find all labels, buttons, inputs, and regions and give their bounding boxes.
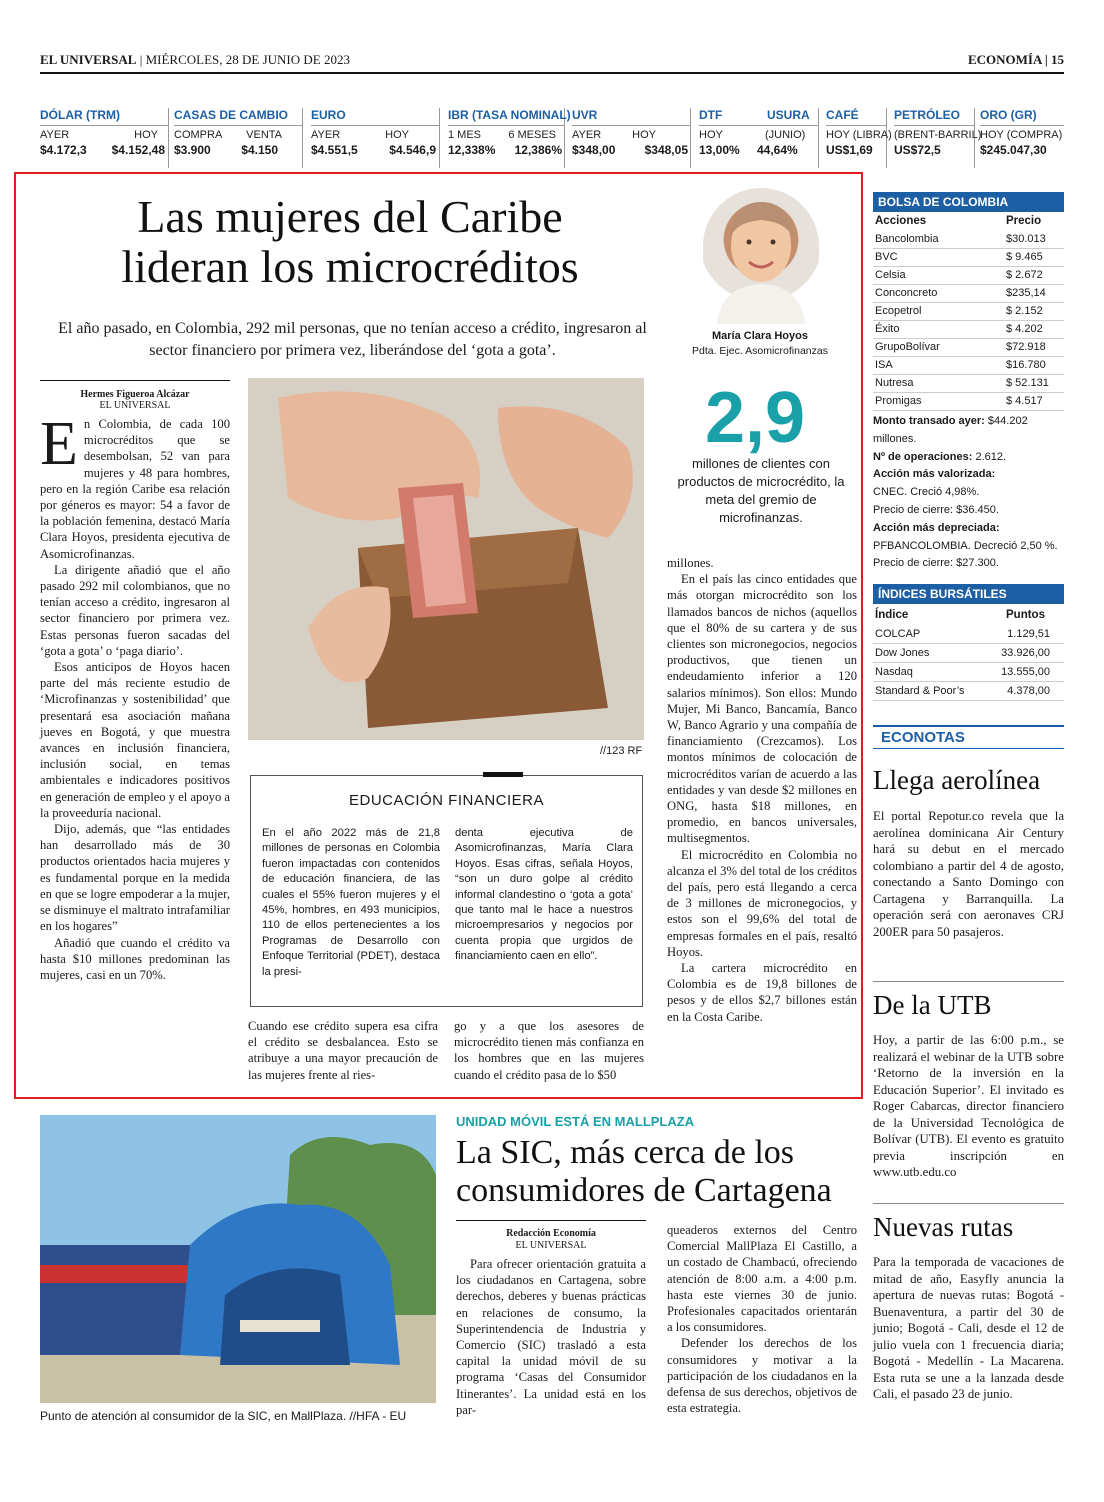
stock-row	[873, 303, 1064, 321]
note-body: Hoy, a partir de las 6:00 p.m., se realizará el webinar de la UTB sobre ‘Retorno de la inversión en la Educación Superior’. El invitado es Roger Cabarcas, director financiero de la Universidad Tecnológica de Bolívar (UTB). El evento es gratuito previa inscripción en www.utb.edu.co	[873, 1033, 1064, 1179]
byline-rule	[40, 380, 230, 381]
byline-organization: EL UNIVERSAL	[515, 1240, 587, 1251]
ticker-petroleo	[894, 108, 982, 168]
ticker-value: $245.047,30	[980, 143, 1047, 157]
summary-label: Nº de operaciones:	[873, 450, 973, 463]
summary-value: CNEC. Creció 4,98%.	[873, 486, 980, 499]
stock-row	[873, 249, 1064, 267]
index-name: COLCAP	[875, 628, 921, 640]
article-column-1	[40, 410, 230, 983]
market-summary	[873, 413, 1064, 573]
paragraph-text: n Colombia, de cada 100 microcréditos que se desembolsan, 52 van para mujeres y 48 para hombres, pero en la región Caribe esa relación por géneros es mayor: 54 a favor de la población femenina, destacó María Clara Hoyos, presidenta ejecutiva de Asomicrofinanzas.	[40, 417, 230, 561]
index-name: Dow Jones	[875, 647, 930, 659]
photo-credit: //123 RF	[600, 745, 643, 757]
paragraph	[40, 410, 230, 562]
ticker-value: 44,64%	[757, 143, 798, 157]
paragraph: queaderos externos del Centro Comercial MallPlaza El Castillo, a un costado de Chambacú, ofreciendo atención de 8:00 a.m. a 4:00 p.m. hasta este viernes 30 de junio. Profesionales capacitados orientarán a los consumidores.	[667, 1223, 857, 1335]
index-row	[873, 645, 1064, 663]
paragraph: El microcrédito en Colombia no alcanza el 3% del total de los créditos del país, pero está llegando a cerca de 3 millones de micronegocios, y estos son el 99,6% del total de empresas formales en el país, resaltó Hoyos.	[667, 847, 857, 959]
stock-row	[873, 267, 1064, 285]
index-row	[873, 664, 1064, 682]
ticker-value: 12,338%	[448, 143, 496, 157]
story-column-1	[456, 1256, 646, 1418]
ticker-sub: HOY	[134, 129, 158, 141]
stock-price: $16.780	[1006, 359, 1046, 371]
stock-row	[873, 393, 1064, 411]
ticker-value: $3.900	[174, 143, 211, 157]
stock-row	[873, 357, 1064, 375]
section-name: ECONOMÍA	[967, 52, 1042, 67]
ticker-sub: AYER	[311, 129, 341, 141]
paper-name: EL UNIVERSAL	[40, 52, 137, 67]
article-column-2	[248, 1018, 438, 1083]
article-headline	[40, 192, 660, 292]
article-column-3	[454, 1018, 644, 1083]
stock-price: $ 9.465	[1006, 251, 1043, 263]
note-headline: De la UTB	[873, 990, 992, 1020]
note-divider	[873, 981, 1064, 982]
wallet-photo	[248, 378, 644, 740]
paragraph: go y a que los asesores de microcrédito tienen más confianza en los hombres que en las mujeres cuando el crédito pasa de lo $50	[454, 1019, 644, 1082]
story-kicker: UNIDAD MÓVIL ESTÁ EN MALLPLAZA	[456, 1114, 695, 1129]
ticker-value: $348,00	[572, 143, 616, 157]
byline-author: Redacción Economía	[506, 1228, 596, 1239]
stock-name: ISA	[875, 359, 893, 371]
stock-row	[873, 375, 1064, 393]
wallet-illustration	[248, 378, 644, 740]
ticker-title: DTF	[699, 108, 755, 126]
stock-price: $235,14	[1006, 287, 1046, 299]
portrait-name: María Clara Hoyos	[712, 330, 808, 342]
ticker-cafe	[826, 108, 892, 168]
section-label: ECONOMÍA | 15	[967, 52, 1064, 67]
ticker-title: UVR	[572, 108, 690, 126]
byline-rule	[456, 1220, 646, 1221]
ticker-casas-cambio	[174, 108, 303, 168]
stock-name: BVC	[875, 251, 898, 263]
sic-unit-illustration	[40, 1115, 436, 1403]
header-rule	[40, 72, 1064, 74]
note-headline: Llega aerolínea	[873, 765, 1041, 795]
paragraph: Esos anticipos de Hoyos hacen parte del más reciente estudio de ‘Microfinanzas y sostenibilidad’ que presentará esa asociación mañana jueves en Bogotá, y que muestra avances en inclusión financiera, inclusión social, en temas ambientales e indicadores positivos en generación de empleo y el apoyo a la proveeduría nacional.	[40, 660, 230, 820]
ticker-title: PETRÓLEO	[894, 108, 974, 126]
byline-author: Hermes Figueroa Alcázar	[80, 389, 190, 400]
ticker-value: $4.152,48	[111, 143, 165, 157]
portrait-role: Pdta. Ejec. Asomicrofinanzas	[692, 345, 828, 357]
ticker-value: $4.172,3	[40, 143, 87, 157]
ticker-sub: VENTA	[246, 129, 282, 141]
ticker-sub: COMPRA	[174, 129, 223, 141]
ticker-value: $4.546,9	[389, 143, 436, 157]
indices-col-header: Puntos	[1006, 609, 1045, 621]
paragraph: Dijo, además, que “las entidades han desarrollado más de 30 productos orientados hacia mujeres y es fundamental porque en la medida en que se logre empoderar a la mujer, se disminuye el maltrato intrafamiliar en los hogares”	[40, 822, 230, 934]
story-headline: La SIC, más cerca de los consumidores de Cartagena	[456, 1134, 832, 1209]
ticker-value: 12,386%	[514, 143, 562, 157]
summary-label: Acción más valorizada:	[873, 468, 996, 481]
paragraph: Defender los derechos de los consumidores y motivar a la participación de los ciudadanos en la defensa de sus derechos, objetivos de esta estrategia.	[667, 1336, 857, 1416]
box-column-2: denta ejecutiva de Asomicrofinanzas, María Clara Hoyos. Esas cifras, señala Hoyos, “son un duro golpe al crédito informal clandestino o ‘gota a gota’ que tanto mal le hace a nuestros microempresarios y negocios por cuenta propia que urgidos de financiamiento caen en ello”.	[455, 827, 633, 963]
summary-value: 2.612.	[975, 450, 1007, 463]
paragraph: Añadió que cuando el crédito va hasta $10 millones predominan las mujeres, casi en un 70%.	[40, 935, 230, 982]
ticker-value: 13,00%	[699, 143, 740, 157]
stocks-col-header: Precio	[1006, 215, 1042, 227]
stat-description: millones de clientes con productos de microcrédito, la meta del gremio de microfinanzas.	[677, 456, 845, 525]
summary-value: Precio de cierre: $36.450.	[873, 503, 999, 516]
paragraph: En el país las cinco entidades que más otorgan microcrédito son los llamados bancos de nichos (aquellos que el 80% de su cartera y de sus clientes son micronegocios, negocios productivos, que tienen un endeudamiento inferior a 120 salarios mínimos). Son ellos: Mundo Mujer, Mi Banco, Bancamía, Banco W, Banco Agrario y una compañía de financiamiento (Crezcamos). Los montos mínimos de colocación de microcréditos varían de acuerdo a las entidades y van desde $2 millones en ONG, hasta $18 millones, en promedio, en bancos universales, multisegmentos.	[667, 572, 857, 846]
summary-value: $44.202 millones.	[873, 415, 1028, 445]
stock-price: $ 4.202	[1006, 323, 1043, 335]
paragraph: Para ofrecer orientación gratuita a los ciudadanos en Cartagena, sobre derechos, deberes y buenas prácticas en relaciones de consumo, la Superintendencia de Industria y Comercio (SIC) trasladó a esta capital la unidad móvil de su programa ‘Casas del Consumidor Itinerantes’. La unidad está en los par-	[456, 1257, 646, 1417]
photo-caption: Punto de atención al consumidor de la SIC, en MallPlaza. //HFA - EU	[40, 1409, 407, 1423]
index-name: Standard & Poor’s	[875, 685, 965, 697]
ticker-value: US$1,69	[826, 143, 873, 157]
ticker-sub: 1 MES	[448, 129, 482, 141]
stock-row	[873, 285, 1064, 303]
ticker-sub: HOY (LIBRA)	[826, 129, 892, 141]
ticker-value: $348,05	[644, 143, 688, 157]
box-tab	[483, 772, 523, 777]
ticker-dtf	[699, 108, 755, 168]
ticker-title: IBR (TASA NOMINAL)	[448, 108, 564, 126]
stocks-col-header: Acciones	[875, 215, 927, 227]
index-row	[873, 683, 1064, 701]
ticker-sub: HOY	[385, 129, 409, 141]
paragraph: Cuando ese crédito supera esa cifra el crédito se desbalancea. Esto se atribuye a una mayor precaución de las mujeres frente al ries-	[248, 1019, 438, 1082]
ticker-sub: AYER	[40, 129, 70, 141]
index-name: Nasdaq	[875, 666, 913, 678]
ticker-value: US$72,5	[894, 143, 941, 157]
stock-price: $ 52.131	[1006, 377, 1049, 389]
bolsa-header: BOLSA DE COLOMBIA	[873, 192, 1064, 212]
stock-name: GrupoBolívar	[875, 341, 940, 353]
headline-line-1: Las mujeres del Caribe	[137, 191, 563, 242]
stock-name: Nutresa	[875, 377, 914, 389]
index-value: 33.926,00	[1001, 647, 1050, 659]
econotas-header	[873, 725, 1064, 749]
article-deck: El año pasado, en Colombia, 292 mil personas, que no tenían acceso a crédito, ingresaron al sector financiero por primera vez, liberándose del ‘gota a gota’.	[58, 320, 647, 359]
note-body: Para la temporada de vacaciones de mitad de año, Easyfly anuncia la apertura de nuevas rutas: Bogotá - Buenaventura, a partir del 30 de junio; Bogotá - Cali, desde el 12 de julio vuela con 1 frecuencia diaria; Bogotá - Medellín - La Macarena. Esta ruta se une a la lanzada desde Cali, el pasado 23 de junio.	[873, 1255, 1064, 1401]
stock-name: Bancolombia	[875, 233, 939, 245]
ticker-title: USURA	[755, 108, 818, 126]
note-headline: Nuevas rutas	[873, 1212, 1014, 1242]
ticker-sub: (JUNIO)	[765, 129, 806, 141]
ticker-title: DÓLAR (TRM)	[40, 108, 168, 126]
ticker-euro	[311, 108, 440, 168]
ticker-title: CASAS DE CAMBIO	[174, 108, 302, 126]
box-title: EDUCACIÓN FINANCIERA	[348, 792, 545, 809]
article-column-4	[667, 555, 857, 1025]
ticker-sub: (BRENT-BARRIL)	[894, 129, 982, 141]
stock-name: Éxito	[875, 323, 900, 335]
stock-name: Ecopetrol	[875, 305, 922, 317]
stock-row	[873, 231, 1064, 249]
stock-price: $ 2.672	[1006, 269, 1043, 281]
stock-price: $72.918	[1006, 341, 1046, 353]
ticker-title: EURO	[311, 108, 439, 126]
stock-price: $30.013	[1006, 233, 1046, 245]
stock-name: Conconcreto	[875, 287, 938, 299]
ticker-dolar	[40, 108, 169, 168]
indices-header: ÍNDICES BURSÁTILES	[873, 584, 1064, 604]
portrait-photo	[703, 188, 819, 324]
econotas-title: ECONOTAS	[881, 729, 965, 746]
issue-date: MIÉRCOLES, 28 DE JUNIO DE 2023	[145, 52, 350, 67]
note-divider	[873, 1203, 1064, 1204]
byline-organization: EL UNIVERSAL	[99, 400, 171, 411]
stat-value: 2,9	[704, 378, 806, 458]
stock-name: Promigas	[875, 395, 922, 407]
stock-name: Celsia	[875, 269, 906, 281]
portrait-illustration	[703, 188, 819, 324]
index-value: 4.378,00	[1007, 685, 1050, 697]
masthead: EL UNIVERSAL | MIÉRCOLES, 28 DE JUNIO DE 2023	[40, 52, 350, 67]
index-value: 1.129,51	[1007, 628, 1050, 640]
paragraph: millones.	[667, 556, 714, 570]
ticker-title: CAFÉ	[826, 108, 886, 126]
ticker-sub: HOY	[632, 129, 656, 141]
stock-price: $ 4.517	[1006, 395, 1043, 407]
summary-label: Monto transado ayer:	[873, 415, 985, 427]
summary-label: Acción más depreciada:	[873, 521, 1000, 534]
summary-value: PFBANCOLOMBIA. Decreció 2,50 %.	[873, 539, 1058, 552]
sic-unit-photo	[40, 1115, 436, 1403]
paragraph: La cartera microcrédito en Colombia es de 19,8 billones de pesos y de ellos $2,7 billones están en la Costa Caribe.	[667, 961, 857, 1024]
story-column-2	[667, 1222, 857, 1416]
stock-row	[873, 321, 1064, 339]
stock-price: $ 2.152	[1006, 305, 1043, 317]
ticker-title: ORO (GR)	[980, 108, 1064, 126]
ticker-sub: HOY (COMPRA)	[980, 129, 1063, 141]
page-number: 15	[1051, 52, 1064, 67]
ticker-value: $4.551,5	[311, 143, 358, 157]
summary-value: Precio de cierre: $27.300.	[873, 557, 999, 570]
indices-col-header: Índice	[875, 609, 909, 621]
box-column-1: En el año 2022 más de 21,8 millones de personas en Colombia fueron impactadas con contenidos de educación financiera, de las cuales el 55% fueron mujeres y el 45%, hombres, en 493 municipios, 110 de ellos pertenecientes a los Programas de Desarrollo con Enfoque Territorial (PDET), destaca la presi-	[262, 827, 440, 978]
index-value: 13.555,00	[1001, 666, 1050, 678]
ticker-value: $4.150	[241, 143, 278, 157]
ticker-oro	[980, 108, 1064, 168]
ticker-sub: HOY	[699, 129, 723, 141]
dropcap: E	[40, 410, 78, 478]
index-row	[873, 626, 1064, 644]
note-body: El portal Repotur.co revela que la aerolínea dominicana Air Century hará su debut en el mercado colombiano a partir del 4 de agosto, conectando a Santo Domingo con Cartagena y Barranquilla. La operación será con aeronaves CRJ 200ER para 50 pasajeros.	[873, 809, 1064, 939]
ticker-usura	[755, 108, 819, 168]
paragraph: La dirigente añadió que el año pasado 292 mil colombianos, que no tenían acceso a crédito, ingresaron al sector financiero por primera vez. Estas personas fueron sacadas del ‘gota a gota’ o ‘paga diario’.	[40, 562, 230, 658]
headline-line-2: lideran los microcréditos	[121, 241, 579, 292]
ticker-ibr	[448, 108, 571, 168]
ticker-sub: AYER	[572, 129, 602, 141]
ticker-sub: 6 MESES	[508, 129, 556, 141]
stock-row	[873, 339, 1064, 357]
ticker-uvr	[572, 108, 691, 168]
